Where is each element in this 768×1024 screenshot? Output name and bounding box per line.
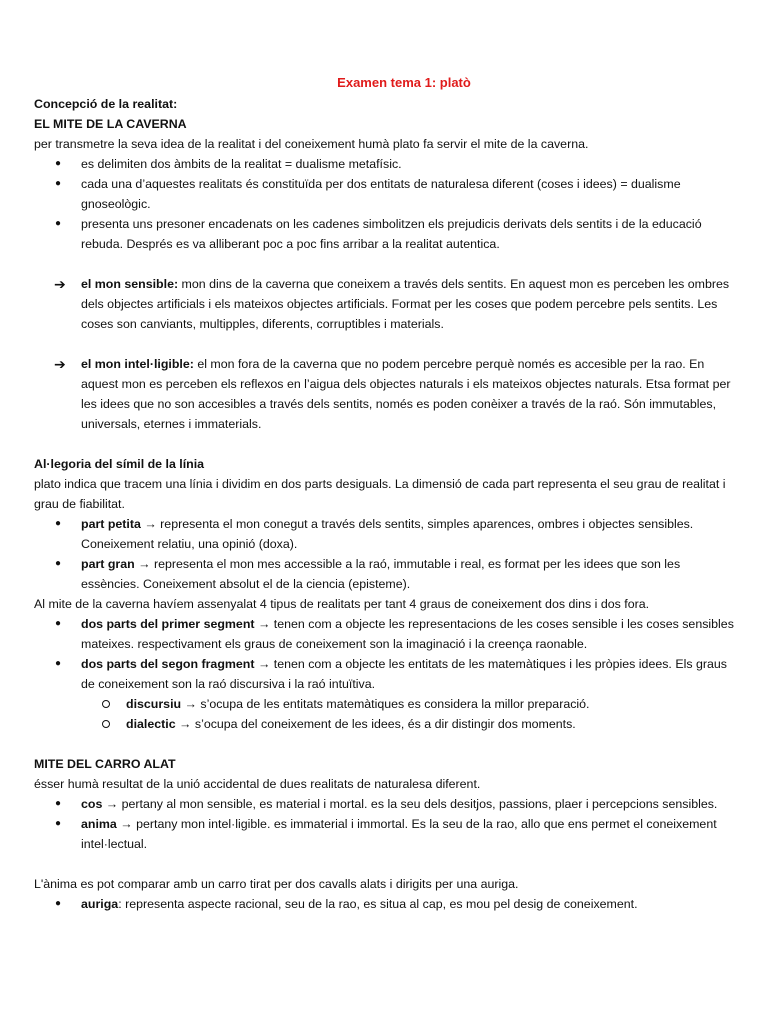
term-discursiu: discursiu — [126, 697, 182, 711]
bullet-list-cos-anima — [34, 794, 738, 854]
list-item — [34, 794, 738, 814]
text-mon-sensible: mon dins de la caverna que coneixem a través dels sentits. En aquest mon es perceben les ombres dels objectes artificials i els mateixos objectes artificials. Format per les coses que podem percebre pels sentits. Les coses son canviants, multipples, diferents, corruptibles i materials. — [81, 277, 730, 331]
list-item: ● presenta uns presoner encadenats on les cadenes simbolitzen els prejudicis derivats dels sentits i de la educació rebuda. Després es va alliberant poc a poc fins arribar a la realitat autentica. — [34, 214, 738, 254]
list-item — [34, 714, 738, 734]
list-item — [34, 694, 738, 714]
list-item-mon-sensible — [34, 274, 738, 334]
list-item — [34, 614, 738, 654]
list-item — [34, 514, 738, 554]
paragraph-caverna-intro: per transmetre la seva idea de la realitat i del coneixement humà plato fa servir el mite de la caverna. — [34, 137, 589, 151]
text-part-gran: → representa el mon mes accessible a la raó, immutable i real, es format per les idees que son les essències. Coneixement absolut el de la ciencia (episteme). — [81, 557, 681, 591]
section-heading-linia: Al·legoria del símil de la línia — [34, 457, 205, 471]
bullet-list-parts — [34, 514, 738, 594]
text-mon-intelligible: el mon fora de la caverna que no podem percebre perquè només es accesible per la rao. En aquest mon es perceben els reflexos en l’aigua dels objectes naturals i els mateixos objectes naturals. Etsa format per les idees que no son accesibles a través dels sentits, només es poden conèixer a través de la raó. Són immutables, universals, eternes i immaterials. — [81, 357, 731, 431]
term-mon-intelligible: el mon intel·ligible: — [81, 357, 194, 371]
list-item-mon-intelligible — [34, 354, 738, 434]
list-item — [34, 814, 738, 854]
term-mon-sensible: el mon sensible: — [81, 277, 179, 291]
paragraph-carro-intro: ésser humà resultat de la unió accidental de dues realitats de naturalesa diferent. — [34, 777, 481, 791]
bullet-list-auriga — [34, 894, 738, 914]
text-part-petita: → representa el mon conegut a través dels sentits, simples aparences, ombres i objectes sensibles. Coneixement relatiu, una opinió (doxa). — [81, 517, 694, 551]
sub-bullet-list — [34, 694, 738, 734]
term-part-gran: part gran — [81, 557, 135, 571]
term-segon-fragment: dos parts del segon fragment — [81, 657, 255, 671]
section-subheading-caverna: EL MITE DE LA CAVERNA — [34, 117, 187, 131]
text-discursiu: → s’ocupa de les entitats matemàtiques es considera la millor preparació. — [181, 697, 590, 711]
paragraph-graus: Al mite de la caverna havíem assenyalat 4 tipus de realitats per tant 4 graus de coneixement dos dins i dos fora. — [34, 597, 650, 611]
text-dialectic: → s’ocupa del coneixement de les idees, és a dir distingir dos moments. — [175, 717, 576, 731]
paragraph-linia-intro: plato indica que tracem una línia i dividim en dos parts desiguals. La dimensió de cada part representa el seu grau de realitat i grau de fiabilitat. — [34, 477, 726, 511]
term-dialectic: dialectic — [126, 717, 176, 731]
text-auriga: : representa aspecte racional, seu de la rao, es situa al cap, es mou pel desig de coneixement. — [118, 897, 638, 911]
text-cos: → pertany al mon sensible, es material i mortal. es la seu dels desitjos, passions, plaer i percepcions sensibles. — [102, 797, 718, 811]
text-primer-segment: → tenen com a objecte les representacions de les coses sensible i les coses sensibles mateixes. respectivament els graus de coneixement son la imaginació i la creença raonable. — [81, 617, 734, 651]
list-item: ● es delimiten dos àmbits de la realitat = dualisme metafísic. — [34, 154, 738, 174]
term-anima: anima — [81, 817, 117, 831]
section-heading-concepcio: Concepció de la realitat: — [34, 97, 178, 111]
bullet-list-caverna — [34, 154, 738, 254]
text-segon-fragment: → tenen com a objecte les entitats de les matemàtiques i les pròpies idees. Els graus de coneixement son la raó discursiva i la raó intuïtiva. — [81, 657, 727, 691]
paragraph-anima-carro: L'ànima es pot comparar amb un carro tirat per dos cavalls alats i dirigits per una auriga. — [34, 877, 519, 891]
document-title: Examen tema 1: platò — [337, 75, 471, 90]
arrow-list-mons — [34, 274, 738, 434]
list-item — [34, 894, 738, 914]
list-item — [34, 554, 738, 594]
bullet-list-segments — [34, 614, 738, 694]
arrow-right-icon: ➔ — [54, 356, 66, 372]
arrow-right-icon: ➔ — [54, 276, 66, 292]
term-part-petita: part petita — [81, 517, 141, 531]
list-item: ● cada una d’aquestes realitats és constituïda per dos entitats de naturalesa diferent (coses i idees) = dualisme gnoseològic. — [34, 174, 738, 214]
term-cos: cos — [81, 797, 103, 811]
section-heading-carro: MITE DEL CARRO ALAT — [34, 757, 176, 771]
text-anima: → pertany mon intel·ligible. es immaterial i immortal. Es la seu de la rao, allo que ens permet el coneixement intel·lectual. — [81, 817, 717, 851]
list-item — [34, 654, 738, 694]
term-auriga: auriga — [81, 897, 119, 911]
term-primer-segment: dos parts del primer segment — [81, 617, 255, 631]
